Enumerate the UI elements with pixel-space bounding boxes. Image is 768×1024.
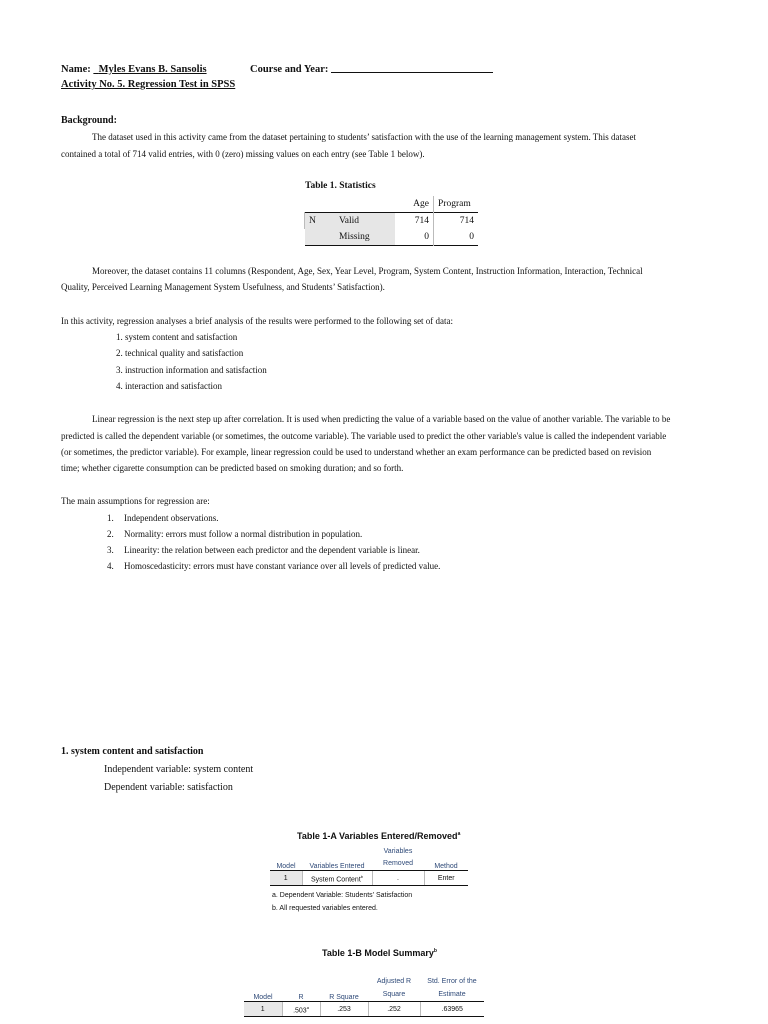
statistics-table [304, 196, 478, 246]
table1-n-label: N [305, 213, 336, 230]
analysis-item-2: 2. technical quality and satisfaction [116, 348, 244, 358]
model-summary-table [244, 975, 484, 1017]
table1a-header-method: Method [434, 863, 458, 870]
table1a-header-entered: Variables Entered [309, 863, 365, 870]
table1-valid-program: 714 [434, 213, 479, 230]
course-label: Course and Year: [250, 64, 329, 75]
assumption-item-2 [107, 529, 363, 539]
table1b-r-text: .503 [293, 1007, 307, 1015]
table1b-header-r: R [298, 994, 304, 1001]
course-value [331, 61, 493, 73]
para3-line4: time; whether cigarette consumption can be predicted based on smoking duration; and so forth. [61, 463, 404, 473]
assumption-text: Normality: errors must follow a normal distribution in population. [124, 529, 363, 539]
table1b-header-adj-rsquare: Adjusted R Square [376, 978, 412, 998]
assumption-num: 4. [107, 561, 114, 571]
table1a-note-b: b. All requested variables entered. [272, 905, 378, 912]
table1a-model: 1 [270, 871, 302, 886]
table1a-entered [302, 871, 372, 886]
section1-dependent: Dependent variable: satisfaction [104, 782, 233, 793]
table1b-std-error: .63965 [420, 1002, 484, 1017]
assumption-text: Homoscedasticity: errors must have constant variance over all levels of predicted value. [124, 561, 441, 571]
activity-title: Activity No. 5. Regression Test in SPSS [61, 79, 236, 90]
para3-line3: (or sometimes, the predictor variable). For example, linear regression could be used to understand whether an exam performance can be predicted based on revision [61, 447, 652, 457]
background-heading: Background: [61, 115, 117, 126]
table1a-removed: . [372, 871, 424, 886]
table1b-title-sup: b [433, 948, 437, 954]
para3-line2: predicted is called the dependent variable (or sometimes, the outcome variable). The variable used to predict the other variable's value is called the independent variable [61, 431, 667, 441]
table1-row-missing-label: Missing [335, 229, 395, 246]
table1b-rsquare: .253 [320, 1002, 368, 1017]
para3-line1: Linear regression is the next step up after correlation. It is used when predicting the value of a variable based on the value of another variable. The variable to be [92, 414, 671, 424]
table1b-adj-rsquare: .252 [368, 1002, 420, 1017]
background-para-line2: contained a total of 714 valid entries, with 0 (zero) missing values on each entry (see Table 1 below). [61, 149, 425, 159]
table1b-r [282, 1002, 320, 1017]
analysis-item-4: 4. interaction and satisfaction [116, 381, 222, 391]
analysis-item-3: 3. instruction information and satisfaction [116, 365, 267, 375]
assumption-num: 3. [107, 545, 114, 555]
section1-independent: Independent variable: system content [104, 764, 254, 775]
table1b-model: 1 [244, 1002, 282, 1017]
para2-line1: Moreover, the dataset contains 11 columns (Respondent, Age, Sex, Year Level, Program, System Content, Instruction Information, Interaction, Technical [92, 266, 643, 276]
assumptions-intro: The main assumptions for regression are: [61, 496, 210, 506]
assumption-item-1 [107, 513, 219, 523]
table1-row-valid-label: Valid [335, 213, 395, 230]
table1a-method: Enter [424, 871, 468, 886]
assumption-item-4 [107, 561, 441, 571]
table1-col-program: Program [434, 196, 479, 213]
table1-col-age: Age [413, 199, 429, 209]
table1-missing-age: 0 [424, 232, 429, 242]
variables-entered-table [270, 846, 468, 886]
name-label: Name: [61, 64, 91, 75]
table1b-header-std-error: Std. Error of the Estimate [427, 978, 477, 998]
assumption-text: Linearity: the relation between each predictor and the dependent variable is linear. [124, 545, 420, 555]
table1-valid-age: 714 [414, 216, 429, 226]
para2-line2: Quality, Perceived Learning Management System Usefulness, and Students’ Satisfaction). [61, 282, 385, 292]
table1b-header-rsquare: R Square [329, 994, 359, 1001]
table1a-entered-text: System Content [310, 876, 361, 884]
assumption-text: Independent observations. [124, 513, 219, 523]
analysis-item-1: 1. system content and satisfaction [116, 332, 238, 342]
table1-missing-program: 0 [434, 229, 479, 246]
assumption-num: 1. [107, 513, 114, 523]
table1a-entered-sup: b [360, 874, 364, 879]
table1b-header-model: Model [253, 994, 273, 1001]
table1a-title-sup: a [457, 831, 461, 837]
table1a-title-text: Table 1-A Variables Entered/Removed [297, 831, 458, 841]
table1a-title [297, 831, 460, 841]
background-para-line1: The dataset used in this activity came from the dataset pertaining to students’ satisfaction with the use of the learning management system. This dataset [92, 132, 637, 142]
table1a-header-model: Model [276, 863, 296, 870]
table1a-note-a: a. Dependent Variable: Students' Satisfaction [272, 892, 413, 899]
table1a-header-removed: Variables Removed [383, 848, 413, 867]
table1b-title [322, 948, 437, 958]
analyses-intro: In this activity, regression analyses a brief analysis of the results were performed to the following set of data: [61, 316, 454, 326]
table1b-title-text: Table 1-B Model Summary [322, 948, 434, 958]
section1-heading: 1. system content and satisfaction [61, 746, 204, 757]
table1b-r-sup: a [306, 1005, 309, 1010]
table1-title: Table 1. Statistics [305, 181, 376, 191]
name-line [61, 61, 493, 75]
assumption-item-3 [107, 545, 420, 555]
name-value: Myles Evans B. Sansolis [98, 64, 207, 75]
assumption-num: 2. [107, 529, 114, 539]
